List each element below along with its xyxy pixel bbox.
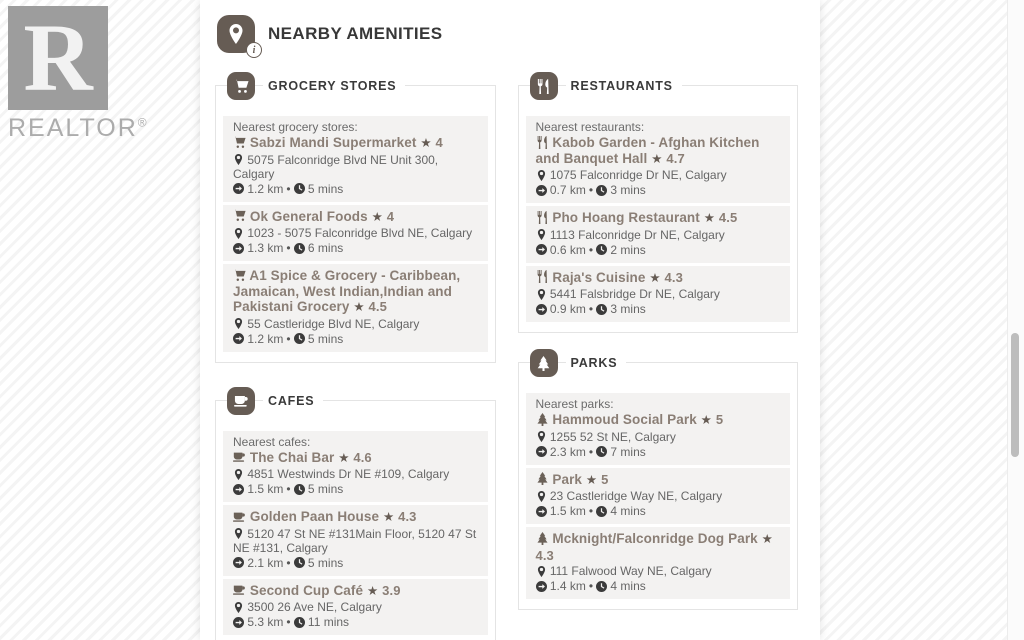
place-time: 4 mins <box>610 504 646 518</box>
cart-icon <box>227 72 255 100</box>
star-icon: ★ <box>338 450 350 465</box>
utensils-icon <box>530 72 558 100</box>
place-rating: 4.5 <box>368 299 387 314</box>
separator-dot: • <box>588 242 594 257</box>
place-address: 23 Castleridge Way NE, Calgary <box>549 489 723 503</box>
place-time: 5 mins <box>307 555 344 570</box>
location-pin-icon <box>217 15 256 56</box>
place-distance: 1.2 km <box>247 181 284 196</box>
place-rating: 4 <box>386 208 395 224</box>
star-icon: ★ <box>761 532 773 546</box>
cart-icon <box>233 135 246 150</box>
section-intro: Nearest parks: <box>535 397 614 411</box>
place-item <box>526 468 791 525</box>
place-time: 5 mins <box>307 331 344 346</box>
place-address-row <box>233 527 478 555</box>
section-card-cafes <box>215 393 496 640</box>
clock-icon <box>596 579 607 593</box>
place-address: 1255 52 St NE, Calgary <box>549 429 676 444</box>
location-pin-icon <box>233 153 244 167</box>
clock-icon <box>294 332 305 346</box>
place-distance-row <box>233 615 478 629</box>
place-name: Pho Hoang Restaurant <box>552 210 700 225</box>
separator-dot: • <box>286 241 291 255</box>
place-item <box>223 205 488 262</box>
place-distance: 2.1 km <box>247 555 284 570</box>
star-icon: ★ <box>353 300 365 314</box>
clock-icon <box>596 183 607 197</box>
place-address: 55 Castleridge Blvd NE, Calgary <box>247 316 420 331</box>
place-name: The Chai Bar <box>249 449 335 465</box>
place-item <box>223 264 488 352</box>
separator-dot: • <box>286 482 291 496</box>
utensils-icon <box>536 210 549 225</box>
place-address-row <box>536 430 781 444</box>
realtor-watermark <box>8 6 178 143</box>
directions-icon <box>536 302 547 316</box>
separator-dot: • <box>286 555 291 570</box>
place-address-row <box>536 228 781 242</box>
place-time: 5 mins <box>307 482 344 496</box>
section-intro: Nearest cafes: <box>233 434 311 449</box>
place-name: Second Cup Café <box>249 582 364 598</box>
place-name: Kabob Garden - Afghan Kitchen and Banquet Hall <box>535 135 760 166</box>
separator-dot: • <box>588 504 594 518</box>
place-name: Mcknight/Falconridge Dog Park <box>552 531 758 546</box>
cart-icon <box>233 209 246 224</box>
clock-icon <box>294 556 305 570</box>
place-address: 3500 26 Ave NE, Calgary <box>247 600 382 614</box>
place-item <box>526 206 791 263</box>
location-pin-icon <box>536 489 547 503</box>
amenities-panel <box>200 0 820 640</box>
place-distance-row <box>536 445 781 459</box>
place-address: 5120 47 St NE #131Main Floor, 5120 47 St NE #131, Calgary <box>233 526 477 555</box>
coffee-cup-icon <box>233 583 246 598</box>
section-intro: Nearest grocery stores: <box>233 120 358 134</box>
location-pin-icon <box>233 226 244 240</box>
coffee-cup-icon <box>233 509 246 524</box>
separator-dot: • <box>286 181 291 196</box>
place-time: 7 mins <box>610 444 646 459</box>
clock-icon <box>596 504 607 518</box>
star-icon: ★ <box>649 270 661 285</box>
section-title: GROCERY STORES <box>263 75 405 97</box>
place-address-row <box>536 564 781 578</box>
section-title: PARKS <box>566 352 627 374</box>
place-distance-row <box>536 302 781 316</box>
place-distance: 0.9 km <box>549 302 586 316</box>
place-address: 1075 Falconridge Dr NE, Calgary <box>549 168 727 182</box>
clock-icon <box>596 445 607 459</box>
place-name: Park <box>552 471 583 487</box>
place-time: 11 mins <box>307 615 350 629</box>
place-name: Raja's Cuisine <box>552 269 646 285</box>
location-pin-icon <box>536 564 547 578</box>
directions-icon <box>233 332 244 346</box>
realtor-logo <box>8 6 108 110</box>
place-item <box>526 393 791 465</box>
place-rating: 4.7 <box>666 150 685 166</box>
page-title: NEARBY AMENITIES <box>268 24 443 43</box>
place-address-row <box>536 168 781 182</box>
place-time: 3 mins <box>610 302 646 316</box>
place-name: Ok General Foods <box>249 208 368 224</box>
separator-dot: • <box>588 444 594 459</box>
place-item <box>526 527 791 599</box>
section-card-grocery-stores <box>215 79 496 363</box>
place-address: 4851 Westwinds Dr NE #109, Calgary <box>247 467 450 481</box>
place-distance: 1.3 km <box>247 241 284 255</box>
directions-icon <box>233 482 244 496</box>
directions-icon <box>536 243 547 257</box>
star-icon: ★ <box>703 211 716 225</box>
place-distance: 1.2 km <box>247 331 284 346</box>
location-pin-icon <box>536 287 547 301</box>
place-address-row <box>536 489 781 503</box>
place-distance: 0.6 km <box>549 242 586 257</box>
place-item <box>526 116 791 203</box>
place-rating: 4.3 <box>535 547 554 563</box>
place-distance: 1.5 km <box>247 482 284 496</box>
coffee-cup-icon <box>227 387 255 415</box>
realtor-wordmark: REALTOR® <box>8 114 149 142</box>
place-rating: 5 <box>601 471 609 487</box>
place-rating: 4.5 <box>718 210 738 225</box>
section-header <box>530 349 627 377</box>
place-distance: 1.5 km <box>549 504 586 518</box>
location-pin-icon <box>536 430 547 444</box>
place-name: Hammoud Social Park <box>552 412 697 427</box>
place-address-row <box>233 153 478 181</box>
section-intro: Nearest restaurants: <box>535 120 645 134</box>
clock-icon <box>294 182 305 196</box>
place-distance-row <box>536 579 781 593</box>
scrollbar-thumb[interactable] <box>1011 333 1019 457</box>
registered-trademark-symbol: ® <box>137 115 149 130</box>
place-item <box>223 505 488 576</box>
pine-tree-icon <box>536 531 549 546</box>
pine-tree-icon <box>536 472 549 487</box>
section-header <box>530 72 682 100</box>
place-item <box>526 266 791 323</box>
utensils-icon <box>536 270 549 285</box>
place-distance: 5.3 km <box>247 615 284 629</box>
directions-icon <box>233 556 244 570</box>
directions-icon <box>536 504 547 518</box>
place-item <box>223 431 488 503</box>
location-pin-icon <box>233 527 244 541</box>
coffee-cup-icon <box>233 450 246 465</box>
place-name: Golden Paan House <box>249 509 380 524</box>
location-pin-icon <box>536 228 547 242</box>
star-icon: ★ <box>382 510 395 524</box>
pine-tree-icon <box>530 349 558 377</box>
star-icon: ★ <box>700 413 712 427</box>
pine-tree-icon <box>536 412 549 427</box>
location-pin-icon <box>536 168 547 182</box>
directions-icon <box>536 183 547 197</box>
place-address: 5075 Falconridge Blvd NE Unit 300, Calgary <box>233 152 439 181</box>
clock-icon <box>596 302 607 316</box>
panel-header <box>200 0 820 56</box>
location-pin-icon <box>233 317 244 331</box>
place-address-row <box>233 600 478 614</box>
place-time: 4 mins <box>610 579 646 593</box>
directions-icon <box>233 182 244 196</box>
place-rating: 4.6 <box>353 449 372 465</box>
place-address-row <box>233 226 478 240</box>
place-rating: 3.9 <box>382 582 401 598</box>
directions-icon <box>233 615 244 629</box>
place-rating: 4.3 <box>664 269 683 285</box>
clock-icon <box>596 243 607 257</box>
place-rating: 5 <box>715 412 724 427</box>
place-distance-row <box>233 332 478 346</box>
section-title: CAFES <box>263 390 323 412</box>
place-rating: 4.3 <box>398 509 417 524</box>
place-distance-row <box>233 556 478 570</box>
separator-dot: • <box>588 302 594 316</box>
place-name: Sabzi Mandi Supermarket <box>249 135 417 150</box>
clock-icon <box>294 615 305 629</box>
location-pin-icon <box>233 467 244 481</box>
place-distance-row <box>536 504 781 518</box>
star-icon: ★ <box>585 472 598 487</box>
realtor-logo-letter: R <box>23 4 93 111</box>
place-time: 5 mins <box>307 181 344 196</box>
section-card-restaurants <box>518 79 799 333</box>
place-rating: 4 <box>435 135 443 150</box>
separator-dot: • <box>588 579 594 593</box>
place-distance: 1.4 km <box>549 579 586 593</box>
place-address: 1023 - 5075 Falconridge Blvd NE, Calgary <box>247 226 473 240</box>
place-time: 6 mins <box>307 241 344 255</box>
place-address-row <box>536 287 781 301</box>
star-icon: ★ <box>366 583 379 598</box>
location-pin-icon <box>233 600 244 614</box>
place-item <box>223 579 488 636</box>
separator-dot: • <box>286 331 291 346</box>
place-distance-row <box>536 183 781 197</box>
directions-icon <box>536 445 547 459</box>
place-item <box>223 116 488 202</box>
place-address: 111 Falwood Way NE, Calgary <box>549 564 712 578</box>
section-title: RESTAURANTS <box>566 75 682 97</box>
clock-icon <box>294 482 305 496</box>
info-icon: i <box>246 42 262 58</box>
separator-dot: • <box>286 615 291 629</box>
scrollbar-track[interactable] <box>1007 0 1024 640</box>
section-header <box>227 387 323 415</box>
cart-icon <box>233 268 246 283</box>
place-address: 5441 Falsbridge Dr NE, Calgary <box>549 287 720 301</box>
place-distance-row <box>233 241 478 255</box>
directions-icon <box>233 241 244 255</box>
utensils-icon <box>536 135 549 150</box>
section-card-parks <box>518 356 799 610</box>
star-icon: ★ <box>651 151 663 166</box>
place-name: A1 Spice & Grocery - Caribbean, Jamaican, West Indian,Indian and Pakistani Grocery <box>233 268 461 314</box>
place-address: 1113 Falconridge Dr NE, Calgary <box>549 227 725 242</box>
place-time: 3 mins <box>610 183 646 197</box>
place-distance-row <box>536 243 781 257</box>
place-address-row <box>233 317 478 331</box>
star-icon: ★ <box>371 209 383 224</box>
clock-icon <box>294 241 305 255</box>
place-distance: 0.7 km <box>549 183 586 197</box>
separator-dot: • <box>588 183 594 197</box>
star-icon: ★ <box>420 136 432 150</box>
place-distance: 2.3 km <box>549 444 586 459</box>
place-address-row <box>233 467 478 481</box>
directions-icon <box>536 579 547 593</box>
place-distance-row <box>233 482 478 496</box>
section-header <box>227 72 405 100</box>
place-time: 2 mins <box>610 242 646 257</box>
place-distance-row <box>233 182 478 196</box>
